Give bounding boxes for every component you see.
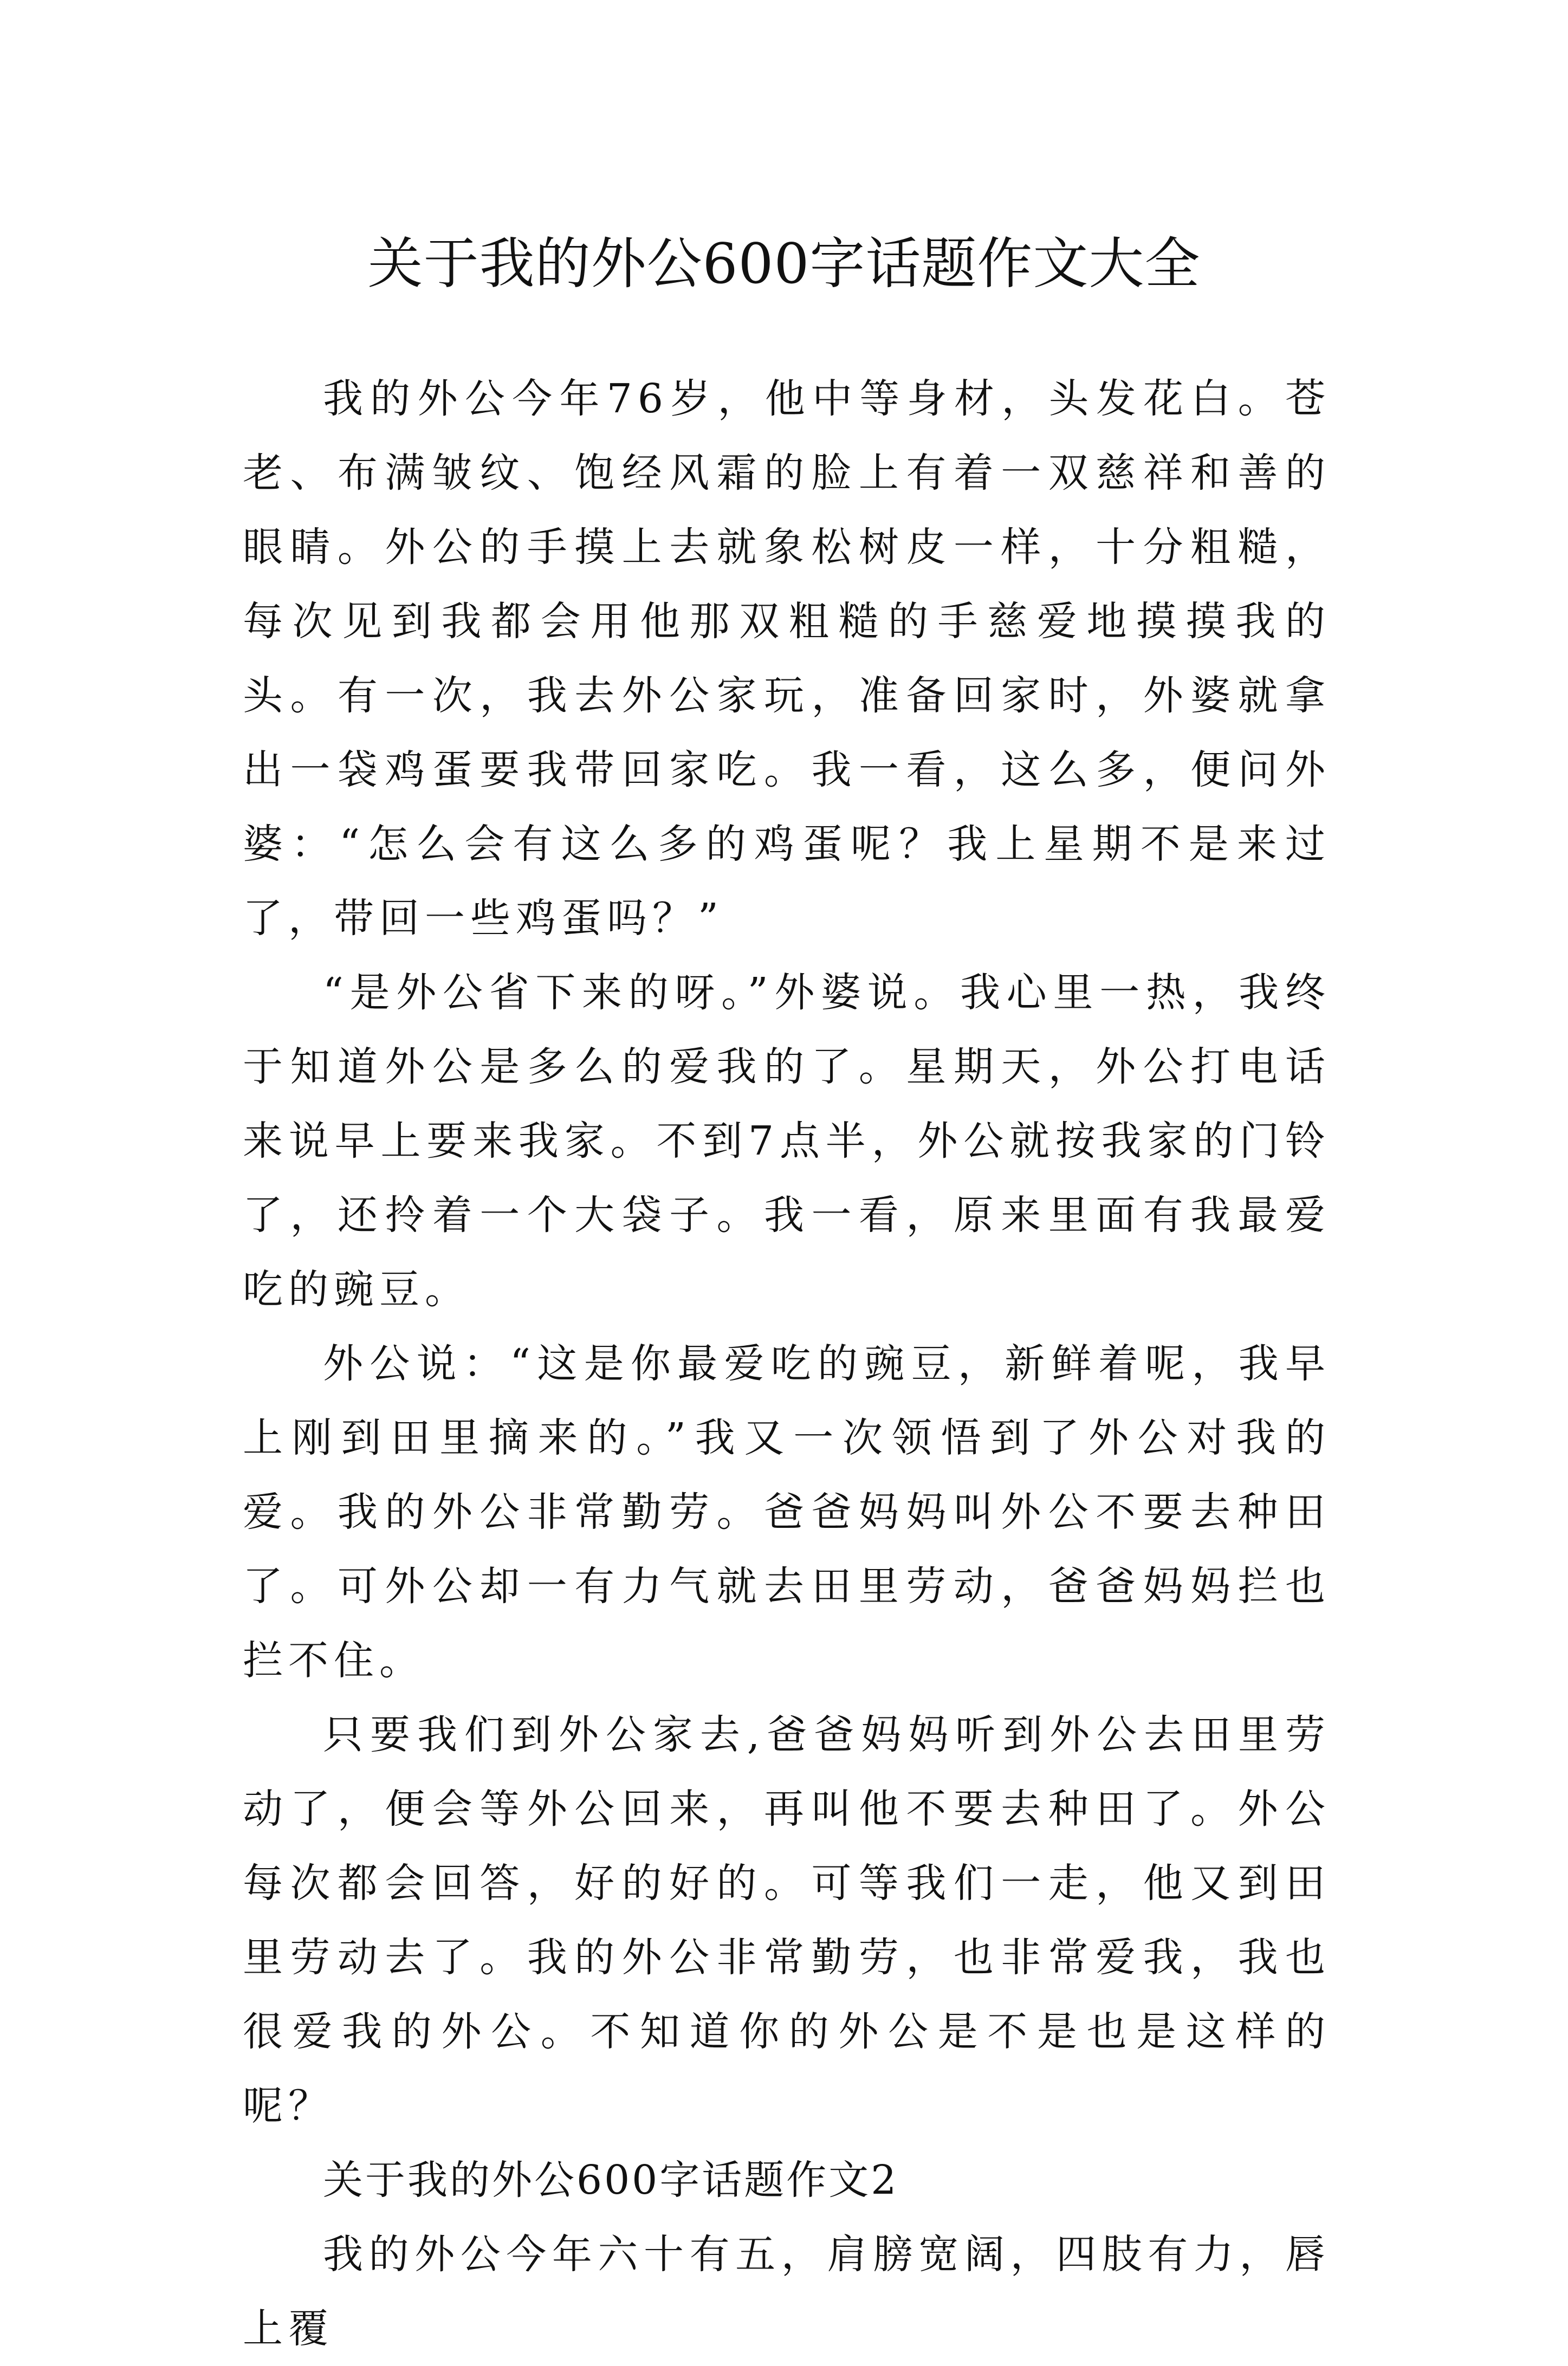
- document-title: 关于我的外公600字话题作文大全: [367, 232, 1201, 297]
- paragraph: 我的外公今年76岁，他中等身材，头发花白。苍老、布满皱纹、饱经风霜的脸上有着一双慈祥和善的眼睛。外公的手摸上去就象松树皮一样，十分粗糙，每次见到我都会用他那双粗糙的手慈爱地摸摸我的头。有一次，我去外公家玩，准备回家时，外婆就拿出一袋鸡蛋要我带回家吃。我一看，这么多，便问外婆：“怎么会有这么多的鸡蛋呢？我上星期不是来过了，带回一些鸡蛋吗？”: [243, 375, 1331, 942]
- section-subheading: 关于我的外公600字话题作文2: [323, 2157, 899, 2203]
- document-body: [243, 362, 1331, 2366]
- paragraph: 只要我们到外公家去,爸爸妈妈听到外公去田里劳动了，便会等外公回来，再叫他不要去种田了。外公每次都会回答，好的好的。可等我们一走，他又到田里劳动去了。我的外公非常勤劳，也非常爱我，我也很爱我的外公。不知道你的外公是不是也是这样的呢？: [243, 1712, 1331, 2129]
- paragraph: 外公说：“这是你最爱吃的豌豆，新鲜着呢，我早上刚到田里摘来的。”我又一次领悟到了外公对我的爱。我的外公非常勤劳。爸爸妈妈叫外公不要去种田了。可外公却一有力气就去田里劳动，爸爸妈妈拦也拦不住。: [243, 1340, 1331, 1684]
- paragraph: 我的外公今年六十有五，肩膀宽阔，四肢有力，唇上覆: [243, 2231, 1331, 2352]
- paragraph: “是外公省下来的呀。”外婆说。我心里一热，我终于知道外公是多么的爱我的了。星期天，外公打电话来说早上要来我家。不到7点半，外公就按我家的门铃了，还拎着一个大袋子。我一看，原来里面有我最爱吃的豌豆。: [243, 969, 1331, 1313]
